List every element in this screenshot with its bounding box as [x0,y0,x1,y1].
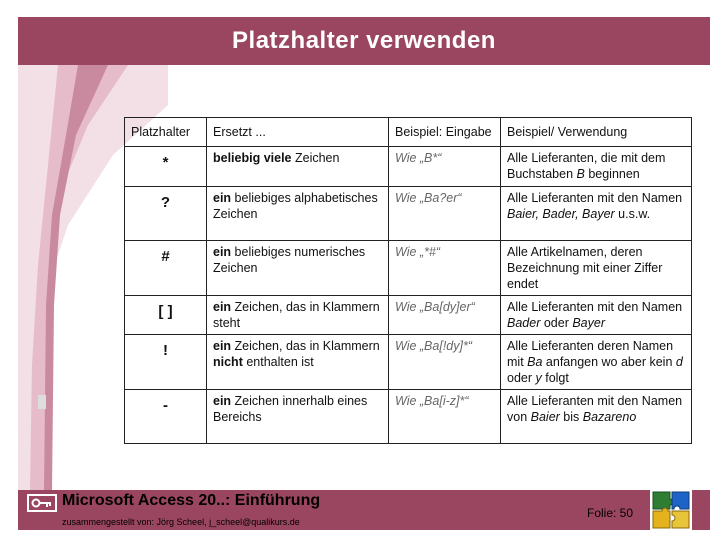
symbol: # [161,248,170,265]
table-row [125,147,692,187]
header-placeholder: Platzhalter [125,118,207,147]
table-row [125,390,692,444]
symbol: [ ] [158,303,173,320]
usage-italic: Baier, Bader, Bayer [507,207,615,221]
title-bar [18,17,710,65]
usage-text: Alle Lieferanten, die mit dem Buchstaben [507,151,666,181]
usage-cell [501,335,692,390]
usage-text: Alle Lieferanten deren Namen mit [507,339,674,369]
table-header-row [125,118,692,147]
replaces-text: Zeichen [291,151,340,165]
symbol: ! [163,342,168,359]
usage-text: Alle Lieferanten mit den Namen von [507,394,683,424]
usage-text: Alle Lieferanten mit den Namen [507,300,683,314]
replaces-cell [207,147,389,187]
replaces-text: Zeichen, das in Klammern [231,339,380,353]
usage-italic: Baier [530,410,560,424]
replaces-text: enthalten ist [242,355,314,369]
symbol-cell [125,296,207,335]
symbol-cell [125,335,207,390]
usage-text: anfangen wo aber kein [542,355,676,369]
example-cell: Wie „*#“ [389,241,501,296]
example-cell: Wie „Ba?er“ [389,187,501,241]
example-cell: Wie „Ba[i-z]*“ [389,390,501,444]
replaces-cell [207,187,389,241]
usage-cell [501,187,692,241]
replaces-cell [207,335,389,390]
symbol: * [162,154,169,171]
usage-text: beginnen [584,167,640,181]
keyword: ein [213,300,232,314]
usage-italic: Bazareno [582,410,637,424]
usage-text: u.s.w. [614,207,651,221]
usage-italic: Bader [507,316,541,330]
footer-subtitle: zusammengestellt von: Jörg Scheel, j_scheel@qualikurs.de [62,517,300,527]
keyword: ein [213,339,232,353]
table-row [125,241,692,296]
placeholder-table [124,117,692,444]
header-example-input: Beispiel: Eingabe [389,118,501,147]
replaces-cell [207,296,389,335]
symbol-cell [125,241,207,296]
example-cell: Wie „Ba[dy]er“ [389,296,501,335]
table-row [125,335,692,390]
usage-italic: d [675,355,683,369]
replaces-text: beliebiges numerisches Zeichen [213,245,366,275]
header-replaces: Ersetzt ... [207,118,389,147]
usage-text: Alle Artikelnamen, deren Bezeichnung mit einer Ziffer endet [507,245,663,291]
usage-text: folgt [541,371,569,385]
key-icon [27,494,57,512]
replaces-text: Zeichen, das in Klammern steht [213,300,380,330]
keyword: beliebig viele [213,151,292,165]
replaces-text: beliebiges alphabetisches Zeichen [213,191,378,221]
example-cell: Wie „B*“ [389,147,501,187]
table-row [125,296,692,335]
slide-title: Platzhalter verwenden [232,27,496,54]
keyword: ein [213,394,232,408]
usage-italic: y [535,371,542,385]
usage-italic: B [576,167,585,181]
example-cell: Wie „Ba[!dy]*“ [389,335,501,390]
usage-cell [501,296,692,335]
keyword: ein [213,245,232,259]
usage-cell [501,147,692,187]
usage-cell [501,390,692,444]
header-example-usage: Beispiel/ Verwendung [501,118,692,147]
symbol: ? [160,194,171,211]
replaces-cell [207,241,389,296]
usage-italic: Ba [527,355,543,369]
usage-text: Alle Lieferanten mit den Namen [507,191,683,205]
footer-title: Microsoft Access 20..: Einführung [62,492,321,509]
symbol-cell [125,147,207,187]
table-row [125,187,692,241]
keyword: ein [213,191,232,205]
replaces-cell [207,390,389,444]
usage-text: oder [540,316,573,330]
puzzle-icon [650,489,692,531]
replaces-text: Zeichen innerhalb eines Bereichs [213,394,368,424]
symbol: - [163,397,168,414]
slide-number: Folie: 50 [587,506,634,520]
usage-text: bis [559,410,583,424]
usage-text: oder [507,371,536,385]
keyword: nicht [213,355,243,369]
symbol-cell [125,187,207,241]
usage-italic: Bayer [572,316,605,330]
usage-cell [501,241,692,296]
symbol-cell [125,390,207,444]
